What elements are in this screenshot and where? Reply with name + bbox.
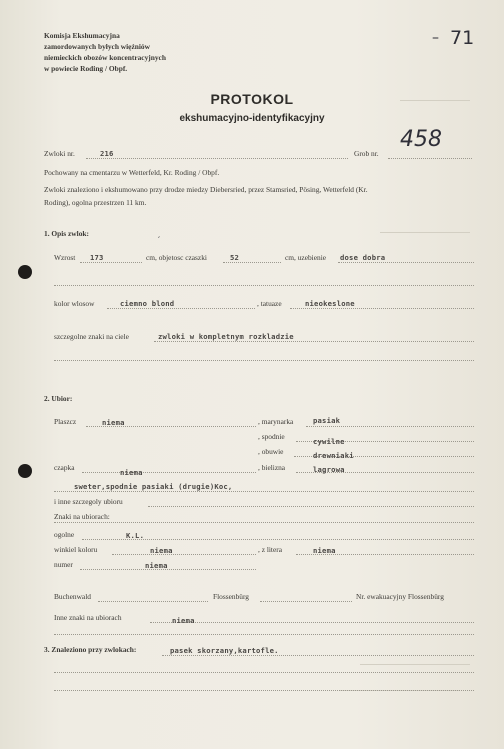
section1-heading: 1. Opis zwlok:: [44, 229, 89, 238]
blank-line: [54, 360, 474, 361]
tatuaze-label: , tatuaze: [257, 299, 282, 308]
punch-hole-bottom: [18, 464, 32, 478]
winkiel-label: winkiel koloru: [54, 545, 98, 554]
tick-mark: ′: [158, 236, 161, 246]
numer-line: [80, 569, 256, 570]
kolor-value: ciemno blond: [120, 299, 175, 308]
wzrost-line: [80, 262, 142, 263]
zwloki-line: [86, 158, 348, 159]
inne-znaki-line: [150, 622, 474, 623]
czapka-line: [82, 472, 256, 473]
tatuaze-line: [290, 308, 474, 309]
znaki-line: [154, 341, 474, 342]
inne-label: i inne szczegoly ubioru: [54, 497, 123, 506]
blank-line: [54, 690, 474, 691]
marynarka-line: [306, 426, 474, 427]
inne-znaki-value: niema: [172, 616, 195, 625]
czaszka-line: [223, 262, 281, 263]
numer-value: niema: [145, 561, 168, 570]
spodnie-value: cywilne: [313, 437, 345, 446]
blank-line: [54, 634, 474, 635]
bielizna-label: , bielizna: [258, 463, 286, 472]
other-clothing-line: [54, 491, 474, 492]
section3-heading: 3. Znaleziono przy zwlokach:: [44, 645, 137, 654]
marynarka-label: , marynarka: [258, 417, 294, 426]
blank-line: [54, 285, 474, 286]
winkiel-line: [112, 554, 256, 555]
flossenburg-line: [260, 601, 352, 602]
burial-line: Pochowany na cmentarzu w Wetterfeld, Kr. Roding / Obpf.: [44, 168, 220, 177]
section2-heading: 2. Ubior:: [44, 394, 73, 403]
zwloki-label: Zwloki nr.: [44, 149, 75, 158]
spodnie-label: , spodnie: [258, 432, 285, 441]
tatuaze-value: nieokeslone: [305, 299, 355, 308]
buchenwald-label: Buchenwald: [54, 592, 91, 601]
litera-label: , z litera: [258, 545, 283, 554]
other-clothing-value: sweter,spodnie pasiaki (drugie)Koc,: [74, 482, 233, 491]
zwloki-value: 216: [100, 149, 114, 158]
org-line-4: w powiecie Roding / Obpf.: [44, 64, 128, 73]
uzebienie-value: dose dobra: [340, 253, 386, 262]
page-title: PROTOKOL: [210, 91, 294, 107]
flossenburg-label: Flossenbürg: [213, 592, 250, 601]
cm-uzebienie-label: cm, uzebienie: [285, 253, 327, 262]
org-line-2: zamordowanych byłych więźniów: [44, 42, 150, 51]
found-line-1: Zwloki znaleziono i ekshumowano przy drodze miedzy Diebersried, przez Stamsried, Pösing, Wetterfeld (Kr.: [44, 185, 368, 194]
znaki-value: zwloki w kompletnym rozkladzie: [158, 332, 294, 341]
bleed-mark: [360, 664, 470, 665]
bielizna-value: lagrowa: [313, 465, 345, 474]
uzebienie-line: [338, 262, 474, 263]
blank-line: [54, 672, 474, 673]
obuwie-label: , obuwie: [258, 447, 284, 456]
znaki-label: szczegolne znaki na ciele: [54, 332, 129, 341]
page-subtitle: ekshumacyjno-identyfikacyjny: [179, 113, 325, 124]
buchenwald-line: [98, 601, 208, 602]
page-number: 71: [450, 27, 475, 49]
cm-czaszka-label: cm, objetosc czaszki: [146, 253, 207, 262]
czapka-value: niema: [120, 468, 143, 477]
inne-line: [148, 506, 474, 507]
znaki-ubior-label: Znaki na ubiorach:: [54, 512, 110, 521]
wzrost-value: 173: [90, 253, 104, 262]
found-line-2: Roding), ogolna przestrzen 11 km.: [44, 198, 147, 207]
grob-line: [388, 158, 472, 159]
plaszcz-value: niema: [102, 418, 125, 427]
org-line-1: Komisja Ekshumacyjna: [44, 31, 120, 40]
czapka-label: czapka: [54, 463, 75, 472]
kolor-label: kolor wlosow: [54, 299, 95, 308]
winkiel-value: niema: [150, 546, 173, 555]
bleed-mark: [380, 232, 470, 233]
ewakuacyjny-label: Nr. ewakuacyjny Flossenbürg: [356, 592, 444, 601]
page-dash: –: [432, 30, 439, 46]
grob-label: Grob nr.: [354, 149, 379, 158]
kolor-line: [107, 308, 255, 309]
marynarka-value: pasiak: [313, 416, 341, 425]
numer-label: numer: [54, 560, 73, 569]
section3-value: pasek skorzany,kartofle.: [170, 646, 279, 655]
znaki-ubior-line: [54, 522, 474, 523]
grob-value: 458: [400, 127, 442, 152]
org-line-3: niemieckich obozów koncentracyjnych: [44, 53, 166, 62]
section3-line: [162, 655, 474, 656]
punch-hole-top: [18, 265, 32, 279]
inne-znaki-label: Inne znaki na ubiorach: [54, 613, 122, 622]
ogolne-label: ogolne: [54, 530, 75, 539]
czaszka-value: 52: [230, 253, 240, 262]
ogolne-value: K.L.: [126, 531, 145, 540]
plaszcz-label: Plaszcz: [54, 417, 77, 426]
litera-value: niema: [313, 546, 336, 555]
obuwie-value: drewniaki: [313, 451, 354, 460]
wzrost-label: Wzrost: [54, 253, 76, 262]
